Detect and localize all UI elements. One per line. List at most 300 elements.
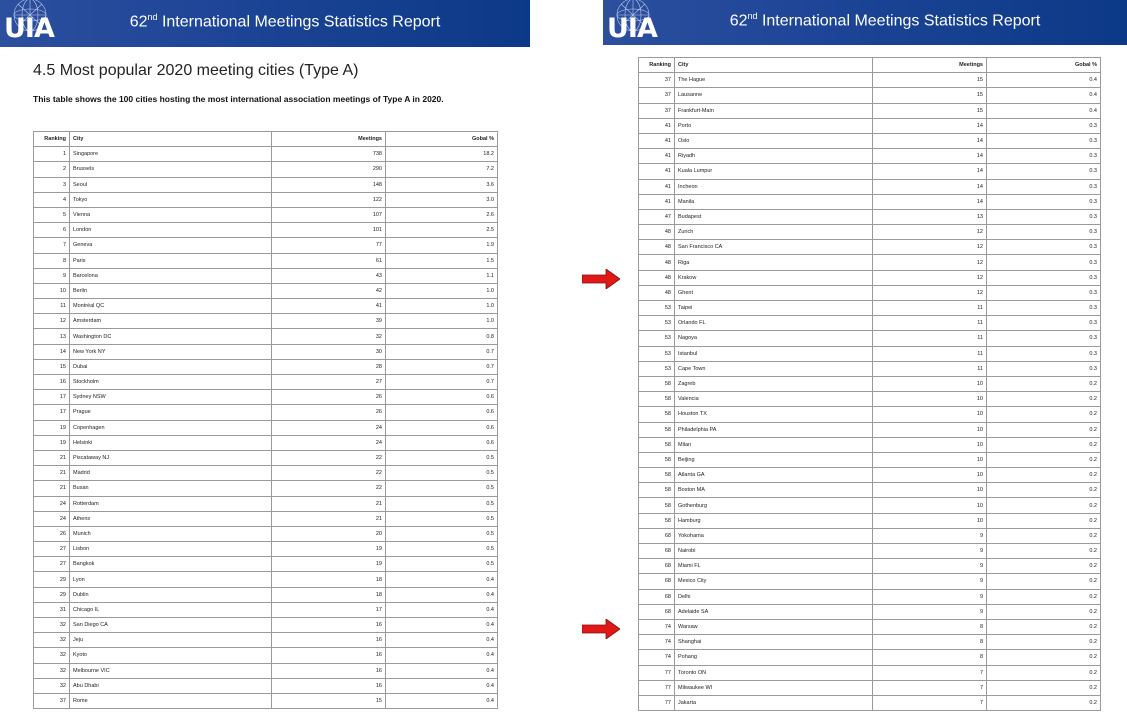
global-pct-cell: 0.3: [987, 361, 1101, 376]
meetings-cell: 14: [873, 194, 987, 209]
global-pct-cell: 18.2: [386, 147, 498, 162]
global-pct-cell: 0.6: [386, 390, 498, 405]
city-cell: Seoul: [70, 177, 272, 192]
table-row: [34, 557, 498, 572]
global-pct-cell: 3.6: [386, 177, 498, 192]
meetings-cell: 10: [873, 468, 987, 483]
city-cell: Krakow: [675, 270, 873, 285]
global-pct-cell: 0.2: [987, 650, 1101, 665]
meetings-cell: 9: [873, 559, 987, 574]
city-cell: Busan: [70, 481, 272, 496]
ranking-cell: 17: [34, 405, 70, 420]
meetings-cell: 30: [272, 344, 386, 359]
table-row: [639, 361, 1101, 376]
table-row: [639, 513, 1101, 528]
city-cell: Riga: [675, 255, 873, 270]
table-row: [639, 437, 1101, 452]
meetings-cell: 21: [272, 496, 386, 511]
meetings-cell: 11: [873, 361, 987, 376]
global-pct-cell: 0.5: [386, 511, 498, 526]
city-cell: Milwaukee WI: [675, 680, 873, 695]
meetings-cell: 15: [873, 88, 987, 103]
global-pct-cell: 0.2: [987, 513, 1101, 528]
city-cell: Montréal QC: [70, 299, 272, 314]
table-row: [34, 390, 498, 405]
table-row: [34, 253, 498, 268]
city-cell: Orlando FL: [675, 316, 873, 331]
city-cell: Copenhagen: [70, 420, 272, 435]
column-header-global-pct: Gobal %: [386, 132, 498, 147]
table-row: [34, 435, 498, 450]
table-row: [34, 299, 498, 314]
global-pct-cell: 0.3: [987, 209, 1101, 224]
global-pct-cell: 0.3: [987, 194, 1101, 209]
table-row: [639, 483, 1101, 498]
table-row: [639, 574, 1101, 589]
ranking-cell: 41: [639, 179, 675, 194]
city-cell: Piscataway NJ: [70, 450, 272, 465]
meetings-cell: 13: [873, 209, 987, 224]
city-cell: Melbourne VIC: [70, 663, 272, 678]
global-pct-cell: 0.4: [386, 618, 498, 633]
meetings-cell: 11: [873, 301, 987, 316]
global-pct-cell: 0.2: [987, 437, 1101, 452]
report-page-left: [0, 0, 530, 715]
table-row: [639, 133, 1101, 148]
ranking-cell: 41: [639, 133, 675, 148]
meetings-cell: 16: [272, 678, 386, 693]
global-pct-cell: 1.9: [386, 238, 498, 253]
table-row: [34, 177, 498, 192]
meetings-cell: 7: [873, 680, 987, 695]
ranking-cell: 8: [34, 253, 70, 268]
ranking-cell: 53: [639, 301, 675, 316]
meetings-cell: 11: [873, 331, 987, 346]
ranking-cell: 58: [639, 483, 675, 498]
global-pct-cell: 0.6: [386, 405, 498, 420]
global-pct-cell: 0.2: [987, 574, 1101, 589]
table-row: [34, 542, 498, 557]
ranking-cell: 68: [639, 544, 675, 559]
global-pct-cell: 0.2: [987, 665, 1101, 680]
city-cell: Taipei: [675, 301, 873, 316]
ranking-cell: 16: [34, 375, 70, 390]
table-row: [34, 359, 498, 374]
meetings-cell: 16: [272, 648, 386, 663]
ranking-cell: 58: [639, 498, 675, 513]
global-pct-cell: 0.5: [386, 542, 498, 557]
table-row: [639, 88, 1101, 103]
meetings-cell: 12: [873, 240, 987, 255]
city-cell: Rotterdam: [70, 496, 272, 511]
global-pct-cell: 0.4: [386, 602, 498, 617]
ranking-cell: 32: [34, 648, 70, 663]
meetings-cell: 290: [272, 162, 386, 177]
table-row: [34, 648, 498, 663]
ranking-cell: 32: [34, 678, 70, 693]
meetings-cell: 10: [873, 513, 987, 528]
city-cell: Amsterdam: [70, 314, 272, 329]
meetings-cell: 26: [272, 405, 386, 420]
meetings-cell: 24: [272, 435, 386, 450]
city-cell: Zagreb: [675, 376, 873, 391]
city-cell: Yokohama: [675, 528, 873, 543]
city-cell: Berlin: [70, 283, 272, 298]
table-row: [639, 285, 1101, 300]
city-cell: Cape Town: [675, 361, 873, 376]
city-cell: Incheon: [675, 179, 873, 194]
meetings-cell: 7: [873, 695, 987, 710]
meetings-cell: 10: [873, 422, 987, 437]
table-row: [34, 162, 498, 177]
meetings-cell: 10: [873, 452, 987, 467]
table-row: [639, 209, 1101, 224]
city-cell: Riyadh: [675, 149, 873, 164]
global-pct-cell: 3.0: [386, 192, 498, 207]
table-row: [639, 240, 1101, 255]
meetings-cell: 7: [873, 665, 987, 680]
city-cell: Jakarta: [675, 695, 873, 710]
meetings-cell: 24: [272, 420, 386, 435]
global-pct-cell: 0.2: [987, 452, 1101, 467]
meetings-cell: 14: [873, 149, 987, 164]
ranking-cell: 41: [639, 194, 675, 209]
meetings-cell: 8: [873, 619, 987, 634]
global-pct-cell: 0.2: [987, 680, 1101, 695]
city-cell: Toronto ON: [675, 665, 873, 680]
meetings-cell: 8: [873, 635, 987, 650]
global-pct-cell: 0.5: [386, 557, 498, 572]
table-row: [639, 619, 1101, 634]
table-row: [639, 164, 1101, 179]
ranking-cell: 17: [34, 390, 70, 405]
ranking-cell: 32: [34, 633, 70, 648]
ranking-cell: 10: [34, 283, 70, 298]
table-row: [639, 680, 1101, 695]
global-pct-cell: 0.4: [386, 663, 498, 678]
red-arrow-icon: [582, 619, 620, 639]
city-cell: Zurich: [675, 225, 873, 240]
global-pct-cell: 0.3: [987, 346, 1101, 361]
meetings-cell: 14: [873, 133, 987, 148]
city-cell: Prague: [70, 405, 272, 420]
meetings-cell: 738: [272, 147, 386, 162]
table-row: [639, 376, 1101, 391]
meetings-cell: 32: [272, 329, 386, 344]
global-pct-cell: 0.2: [987, 695, 1101, 710]
table-row: [639, 194, 1101, 209]
global-pct-cell: 0.3: [987, 225, 1101, 240]
table-row: [639, 331, 1101, 346]
section-intro: This table shows the 100 cities hosting the most international association meetings of Type A in 2020.: [33, 94, 444, 104]
ranking-cell: 37: [34, 693, 70, 708]
city-cell: Lyon: [70, 572, 272, 587]
meetings-cell: 122: [272, 192, 386, 207]
ranking-cell: 58: [639, 468, 675, 483]
table-row: [34, 572, 498, 587]
ranking-cell: 11: [34, 299, 70, 314]
city-cell: Lisbon: [70, 542, 272, 557]
city-cell: Brussels: [70, 162, 272, 177]
ranking-cell: 7: [34, 238, 70, 253]
table-row: [34, 618, 498, 633]
meetings-cell: 14: [873, 179, 987, 194]
ranking-cell: 4: [34, 192, 70, 207]
global-pct-cell: 0.2: [987, 589, 1101, 604]
city-cell: Nairobi: [675, 544, 873, 559]
city-cell: Rome: [70, 693, 272, 708]
global-pct-cell: 0.6: [386, 435, 498, 450]
city-cell: Pohang: [675, 650, 873, 665]
global-pct-cell: 1.5: [386, 253, 498, 268]
report-header: [0, 0, 530, 47]
ranking-cell: 74: [639, 619, 675, 634]
column-header-ranking: Ranking: [34, 132, 70, 147]
city-cell: London: [70, 223, 272, 238]
cities-table-left: [33, 131, 498, 709]
ranking-cell: 68: [639, 559, 675, 574]
ranking-cell: 26: [34, 526, 70, 541]
meetings-cell: 77: [272, 238, 386, 253]
ranking-cell: 58: [639, 376, 675, 391]
global-pct-cell: 1.0: [386, 299, 498, 314]
table-row: [34, 496, 498, 511]
column-header-ranking: Ranking: [639, 58, 675, 73]
meetings-cell: 12: [873, 270, 987, 285]
table-row: [34, 405, 498, 420]
city-cell: Helsinki: [70, 435, 272, 450]
meetings-cell: 12: [873, 225, 987, 240]
table-row: [639, 422, 1101, 437]
city-cell: Kuala Lumpur: [675, 164, 873, 179]
ranking-cell: 41: [639, 149, 675, 164]
table-row: [639, 650, 1101, 665]
ranking-cell: 37: [639, 73, 675, 88]
ranking-cell: 74: [639, 650, 675, 665]
table-row: [639, 695, 1101, 710]
cities-table-right: [638, 57, 1101, 711]
global-pct-cell: 0.3: [987, 149, 1101, 164]
global-pct-cell: 0.4: [987, 88, 1101, 103]
ranking-cell: 74: [639, 635, 675, 650]
global-pct-cell: 1.0: [386, 314, 498, 329]
global-pct-cell: 0.4: [386, 678, 498, 693]
table-row: [639, 452, 1101, 467]
global-pct-cell: 2.5: [386, 223, 498, 238]
ranking-cell: 58: [639, 452, 675, 467]
ranking-cell: 37: [639, 103, 675, 118]
table-row: [639, 392, 1101, 407]
ranking-cell: 12: [34, 314, 70, 329]
meetings-cell: 10: [873, 483, 987, 498]
city-cell: Budapest: [675, 209, 873, 224]
meetings-cell: 15: [873, 73, 987, 88]
ranking-cell: 32: [34, 663, 70, 678]
table-row: [34, 602, 498, 617]
ranking-cell: 58: [639, 392, 675, 407]
global-pct-cell: 0.2: [987, 559, 1101, 574]
table-row: [34, 314, 498, 329]
column-header-meetings: Meetings: [272, 132, 386, 147]
meetings-cell: 18: [272, 572, 386, 587]
city-cell: Houston TX: [675, 407, 873, 422]
global-pct-cell: 0.2: [987, 498, 1101, 513]
global-pct-cell: 1.1: [386, 268, 498, 283]
city-cell: Nagoya: [675, 331, 873, 346]
column-header-global-pct: Gobal %: [987, 58, 1101, 73]
ranking-cell: 32: [34, 618, 70, 633]
meetings-cell: 9: [873, 528, 987, 543]
ranking-cell: 48: [639, 285, 675, 300]
global-pct-cell: 0.2: [987, 635, 1101, 650]
ranking-cell: 53: [639, 331, 675, 346]
city-cell: Paris: [70, 253, 272, 268]
city-cell: New York NY: [70, 344, 272, 359]
ranking-cell: 48: [639, 225, 675, 240]
meetings-cell: 10: [873, 407, 987, 422]
meetings-cell: 11: [873, 346, 987, 361]
ranking-cell: 27: [34, 542, 70, 557]
meetings-cell: 10: [873, 437, 987, 452]
city-cell: Stockholm: [70, 375, 272, 390]
ranking-cell: 3: [34, 177, 70, 192]
ranking-cell: 13: [34, 329, 70, 344]
ranking-cell: 48: [639, 270, 675, 285]
ranking-cell: 37: [639, 88, 675, 103]
city-cell: Valencia: [675, 392, 873, 407]
section-title: 4.5 Most popular 2020 meeting cities (Type A): [33, 62, 359, 79]
table-row: [34, 511, 498, 526]
ranking-cell: 58: [639, 407, 675, 422]
city-cell: Geneva: [70, 238, 272, 253]
global-pct-cell: 0.2: [987, 528, 1101, 543]
global-pct-cell: 0.4: [386, 572, 498, 587]
ranking-cell: 53: [639, 361, 675, 376]
global-pct-cell: 0.5: [386, 466, 498, 481]
uia-logo-text: UIA: [4, 13, 54, 44]
table-row: [639, 316, 1101, 331]
meetings-cell: 16: [272, 618, 386, 633]
table-row: [34, 587, 498, 602]
ranking-cell: 48: [639, 240, 675, 255]
ranking-cell: 29: [34, 572, 70, 587]
ranking-cell: 68: [639, 604, 675, 619]
global-pct-cell: 0.3: [987, 240, 1101, 255]
ranking-cell: 77: [639, 665, 675, 680]
city-cell: Sydney NSW: [70, 390, 272, 405]
report-header: [603, 0, 1127, 45]
global-pct-cell: 0.3: [987, 270, 1101, 285]
ranking-cell: 6: [34, 223, 70, 238]
meetings-cell: 41: [272, 299, 386, 314]
meetings-cell: 19: [272, 557, 386, 572]
city-cell: The Hague: [675, 73, 873, 88]
meetings-cell: 43: [272, 268, 386, 283]
table-row: [34, 147, 498, 162]
table-row: [639, 149, 1101, 164]
city-cell: Barcelona: [70, 268, 272, 283]
global-pct-cell: 0.4: [987, 103, 1101, 118]
table-row: [639, 73, 1101, 88]
global-pct-cell: 0.2: [987, 392, 1101, 407]
table-row: [34, 238, 498, 253]
global-pct-cell: 0.3: [987, 331, 1101, 346]
meetings-cell: 10: [873, 498, 987, 513]
meetings-cell: 12: [873, 255, 987, 270]
city-cell: Dubai: [70, 359, 272, 374]
global-pct-cell: 0.7: [386, 344, 498, 359]
meetings-cell: 15: [873, 103, 987, 118]
meetings-cell: 15: [272, 693, 386, 708]
ranking-cell: 68: [639, 589, 675, 604]
city-cell: Jeju: [70, 633, 272, 648]
ranking-cell: 58: [639, 437, 675, 452]
global-pct-cell: 0.7: [386, 375, 498, 390]
table-row: [639, 498, 1101, 513]
table-row: [639, 665, 1101, 680]
global-pct-cell: 0.5: [386, 496, 498, 511]
global-pct-cell: 0.3: [987, 118, 1101, 133]
column-header-city: City: [70, 132, 272, 147]
city-cell: Munich: [70, 526, 272, 541]
global-pct-cell: 0.4: [987, 73, 1101, 88]
city-cell: San Francisco CA: [675, 240, 873, 255]
table-row: [34, 466, 498, 481]
meetings-cell: 9: [873, 574, 987, 589]
table-row: [34, 678, 498, 693]
city-cell: San Diego CA: [70, 618, 272, 633]
meetings-cell: 8: [873, 650, 987, 665]
city-cell: Milan: [675, 437, 873, 452]
table-row: [639, 635, 1101, 650]
meetings-cell: 42: [272, 283, 386, 298]
table-row: [639, 589, 1101, 604]
city-cell: Kyoto: [70, 648, 272, 663]
city-cell: Philadelphia PA: [675, 422, 873, 437]
table-row: [639, 604, 1101, 619]
table-row: [34, 663, 498, 678]
ranking-cell: 31: [34, 602, 70, 617]
city-cell: Madrid: [70, 466, 272, 481]
ranking-cell: 58: [639, 513, 675, 528]
city-cell: Gothenburg: [675, 498, 873, 513]
table-row: [34, 693, 498, 708]
ranking-cell: 9: [34, 268, 70, 283]
global-pct-cell: 0.3: [987, 301, 1101, 316]
meetings-cell: 39: [272, 314, 386, 329]
table-row: [639, 407, 1101, 422]
table-row: [639, 270, 1101, 285]
ranking-cell: 48: [639, 255, 675, 270]
ranking-cell: 24: [34, 511, 70, 526]
ranking-cell: 14: [34, 344, 70, 359]
meetings-cell: 16: [272, 633, 386, 648]
ranking-cell: 21: [34, 481, 70, 496]
global-pct-cell: 0.5: [386, 450, 498, 465]
city-cell: Miami FL: [675, 559, 873, 574]
city-cell: Lausanne: [675, 88, 873, 103]
ranking-cell: 5: [34, 207, 70, 222]
table-row: [34, 223, 498, 238]
global-pct-cell: 7.2: [386, 162, 498, 177]
city-cell: Ghent: [675, 285, 873, 300]
report-title: 62nd International Meetings Statistics Report: [129, 12, 441, 31]
city-cell: Vienna: [70, 207, 272, 222]
global-pct-cell: 0.2: [987, 407, 1101, 422]
city-cell: Tokyo: [70, 192, 272, 207]
table-row: [34, 375, 498, 390]
city-cell: Istanbul: [675, 346, 873, 361]
